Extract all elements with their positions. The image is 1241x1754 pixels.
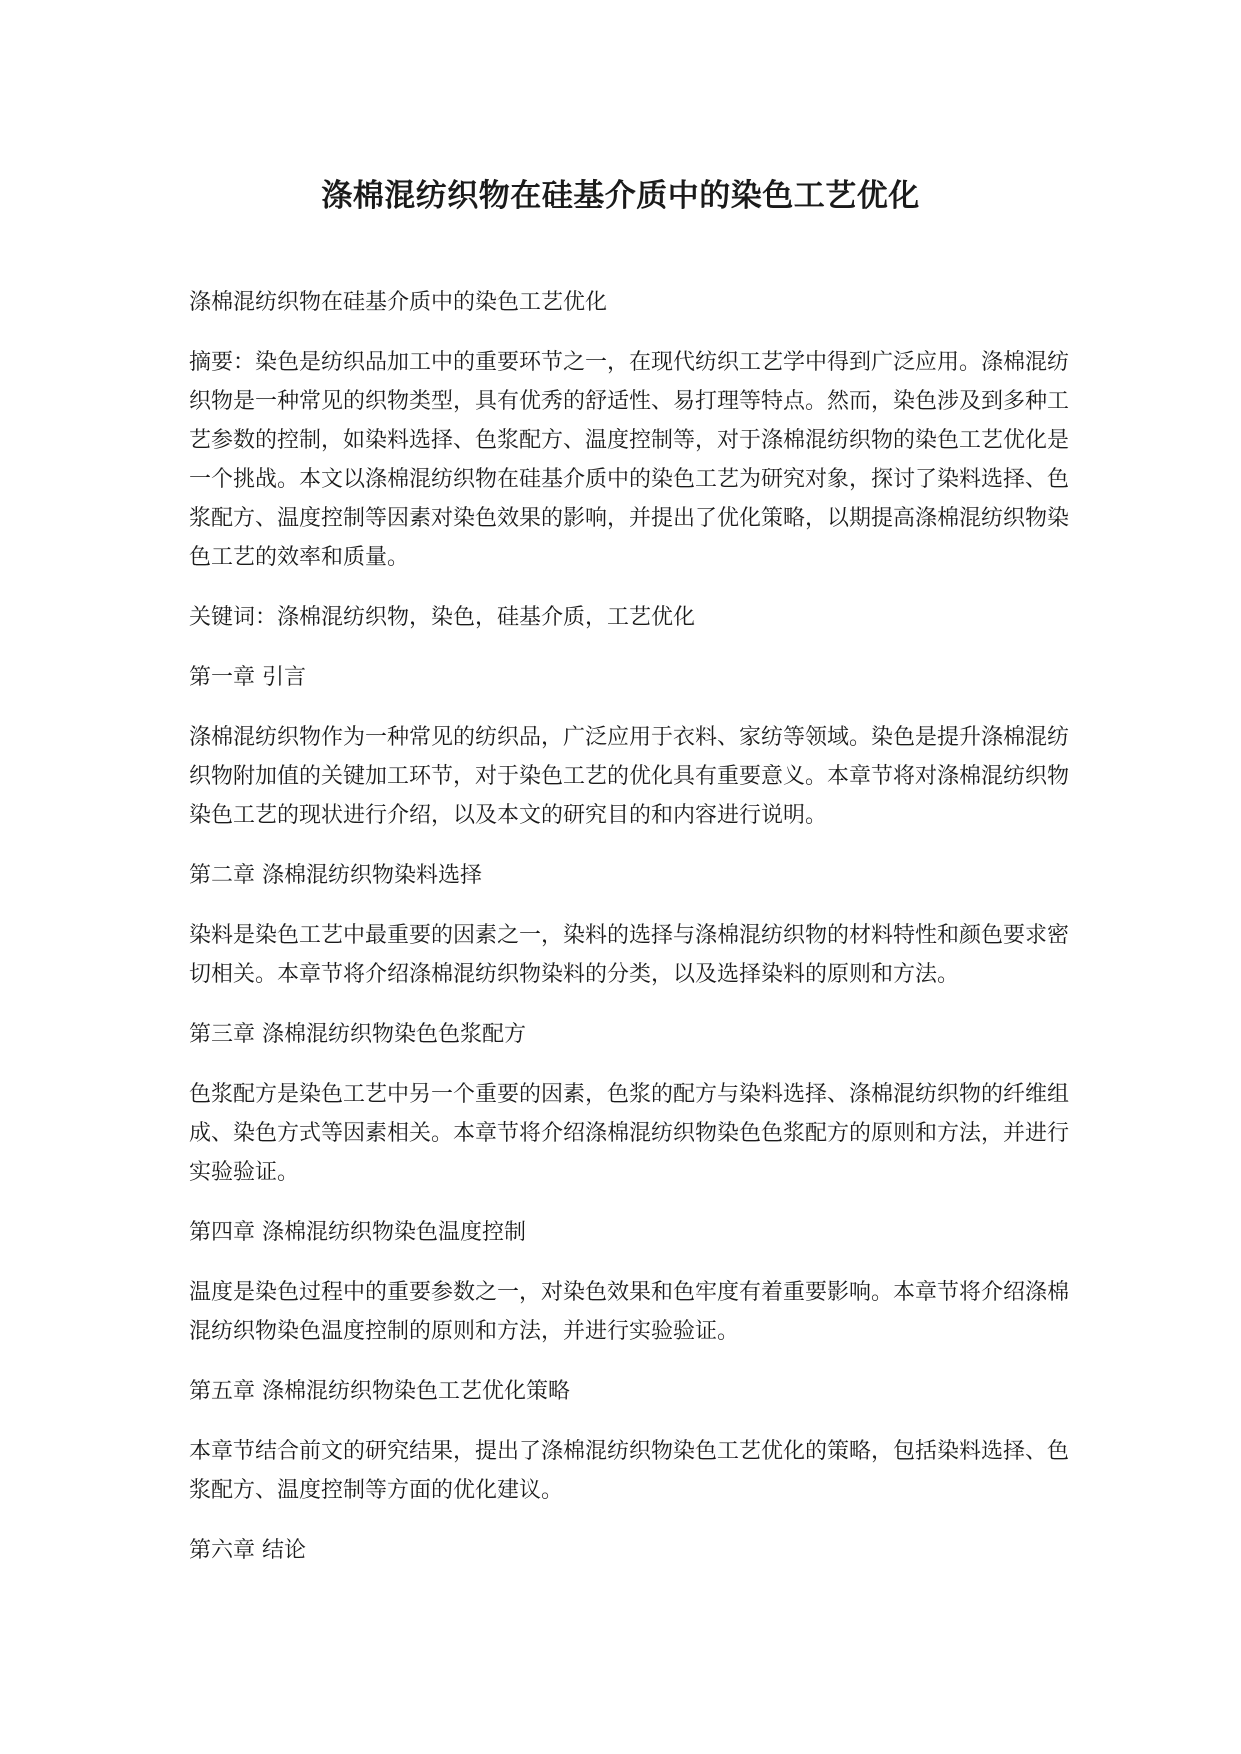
abstract-paragraph: 摘要：染色是纺织品加工中的重要环节之一，在现代纺织工艺学中得到广泛应用。涤棉混纺织物是一种常见的织物类型，具有优秀的舒适性、易打理等特点。然而，染色涉及到多种工艺参数的控制，如染料选择、色浆配方、温度控制等，对于涤棉混纺织物的染色工艺优化是一个挑战。本文以涤棉混纺织物在硅基介质中的染色工艺为研究对象，探讨了染料选择、色浆配方、温度控制等因素对染色效果的影响，并提出了优化策略，以期提高涤棉混纺织物染色工艺的效率和质量。 xyxy=(189,350,1070,570)
keywords-paragraph: 关键词：涤棉混纺织物，染色，硅基介质，工艺优化 xyxy=(189,605,696,630)
chapter-1-paragraph: 涤棉混纺织物作为一种常见的纺织品，广泛应用于衣料、家纺等领域。染色是提升涤棉混纺织物附加值的关键加工环节，对于染色工艺的优化具有重要意义。本章节将对涤棉混纺织物染色工艺的现状进行介绍，以及本文的研究目的和内容进行说明。 xyxy=(189,725,1070,828)
chapter-3-paragraph: 色浆配方是染色工艺中另一个重要的因素，色浆的配方与染料选择、涤棉混纺织物的纤维组成、染色方式等因素相关。本章节将介绍涤棉混纺织物染色色浆配方的原则和方法，并进行实验验证。 xyxy=(189,1082,1070,1185)
chapter-3-heading: 第三章 涤棉混纺织物染色色浆配方 xyxy=(189,1022,526,1047)
chapter-4-heading: 第四章 涤棉混纺织物染色温度控制 xyxy=(189,1220,526,1245)
document-title: 涤棉混纺织物在硅基介质中的染色工艺优化 xyxy=(321,178,920,214)
chapter-1-heading: 第一章 引言 xyxy=(189,665,306,690)
chapter-2-heading: 第二章 涤棉混纺织物染料选择 xyxy=(189,863,482,888)
subtitle-paragraph: 涤棉混纺织物在硅基介质中的染色工艺优化 xyxy=(189,290,608,315)
chapter-6-heading: 第六章 结论 xyxy=(189,1538,306,1563)
document-body xyxy=(189,283,1069,1591)
chapter-2-paragraph: 染料是染色工艺中最重要的因素之一，染料的选择与涤棉混纺织物的材料特性和颜色要求密切相关。本章节将介绍涤棉混纺织物染料的分类，以及选择染料的原则和方法。 xyxy=(189,923,1070,987)
chapter-4-paragraph: 温度是染色过程中的重要参数之一，对染色效果和色牢度有着重要影响。本章节将介绍涤棉混纺织物染色温度控制的原则和方法，并进行实验验证。 xyxy=(189,1280,1070,1344)
chapter-5-paragraph: 本章节结合前文的研究结果，提出了涤棉混纺织物染色工艺优化的策略，包括染料选择、色浆配方、温度控制等方面的优化建议。 xyxy=(189,1439,1070,1503)
chapter-5-heading: 第五章 涤棉混纺织物染色工艺优化策略 xyxy=(189,1379,570,1404)
